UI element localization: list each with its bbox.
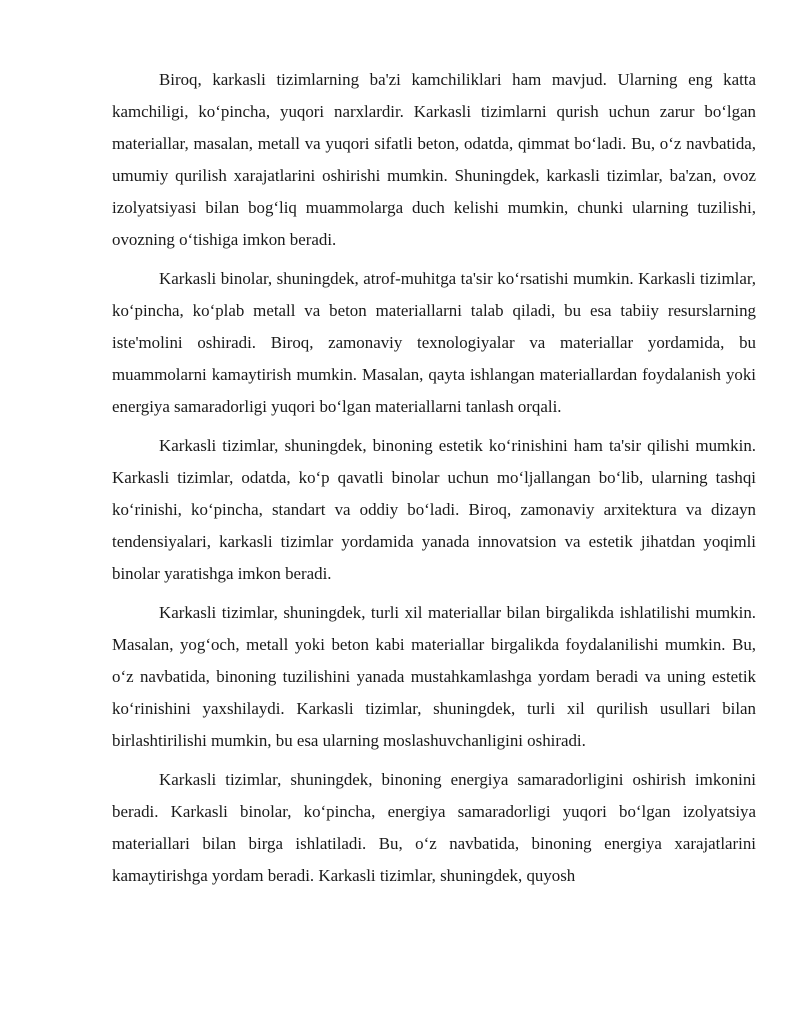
paragraph-5: Karkasli tizimlar, shuningdek, binoning energiya samaradorligini oshirish imkonini beradi. Karkasli binolar, koʻpincha, energiya samaradorligi yuqori boʻlgan izolyatsiya materiallari bilan birga ishlatiladi. Bu, oʻz navbatida, binoning energiya xarajatlarini kamaytirishga yordam beradi. Karkasli tizimlar, shuningdek, quyosh	[112, 770, 756, 885]
paragraph-2: Karkasli binolar, shuningdek, atrof-muhitga ta'sir koʻrsatishi mumkin. Karkasli tizimlar, koʻpincha, koʻplab metall va beton materiallarni talab qiladi, bu esa tabiiy resurslarning iste'molini oshiradi. Biroq, zamonaviy texnologiyalar va materiallar yordamida, bu muammolarni kamaytirish mumkin. Masalan, qayta ishlangan materiallardan foydalanish yoki energiya samaradorligi yuqori boʻlgan materiallarni tanlash orqali.	[112, 269, 756, 416]
paragraph-4: Karkasli tizimlar, shuningdek, turli xil materiallar bilan birgalikda ishlatilishi mumkin. Masalan, yogʻoch, metall yoki beton kabi materiallar birgalikda foydalanilishi mumkin. Bu, oʻz navbatida, binoning tuzilishini yanada mustahkamlashga yordam beradi va uning estetik koʻrinishini yaxshilaydi. Karkasli tizimlar, shuningdek, turli xil qurilish usullari bilan birlashtirilishi mumkin, bu esa ularning moslashuvchanligini oshiradi.	[112, 603, 756, 750]
paragraph-1: Biroq, karkasli tizimlarning ba'zi kamchiliklari ham mavjud. Ularning eng katta kamchiligi, koʻpincha, yuqori narxlardir. Karkasli tizimlarni qurish uchun zarur boʻlgan materiallar, masalan, metall va yuqori sifatli beton, odatda, qimmat boʻladi. Bu, oʻz navbatida, umumiy qurilish xarajatlarini oshirishi mumkin. Shuningdek, karkasli tizimlar, ba'zan, ovoz izolyatsiyasi bilan bogʻliq muammolarga duch kelishi mumkin, chunki ularning tuzilishi, ovozning oʻtishiga imkon beradi.	[112, 70, 756, 249]
paragraph-3: Karkasli tizimlar, shuningdek, binoning estetik koʻrinishini ham ta'sir qilishi mumkin. Karkasli tizimlar, odatda, koʻp qavatli binolar uchun moʻljallangan boʻlib, ularning tashqi koʻrinishi, koʻpincha, standart va oddiy boʻladi. Biroq, zamonaviy arxitektura va dizayn tendensiyalari, karkasli tizimlar yordamida yanada innovatsion va estetik jihatdan yoqimli binolar yaratishga imkon beradi.	[112, 436, 756, 583]
document-page	[112, 64, 756, 899]
